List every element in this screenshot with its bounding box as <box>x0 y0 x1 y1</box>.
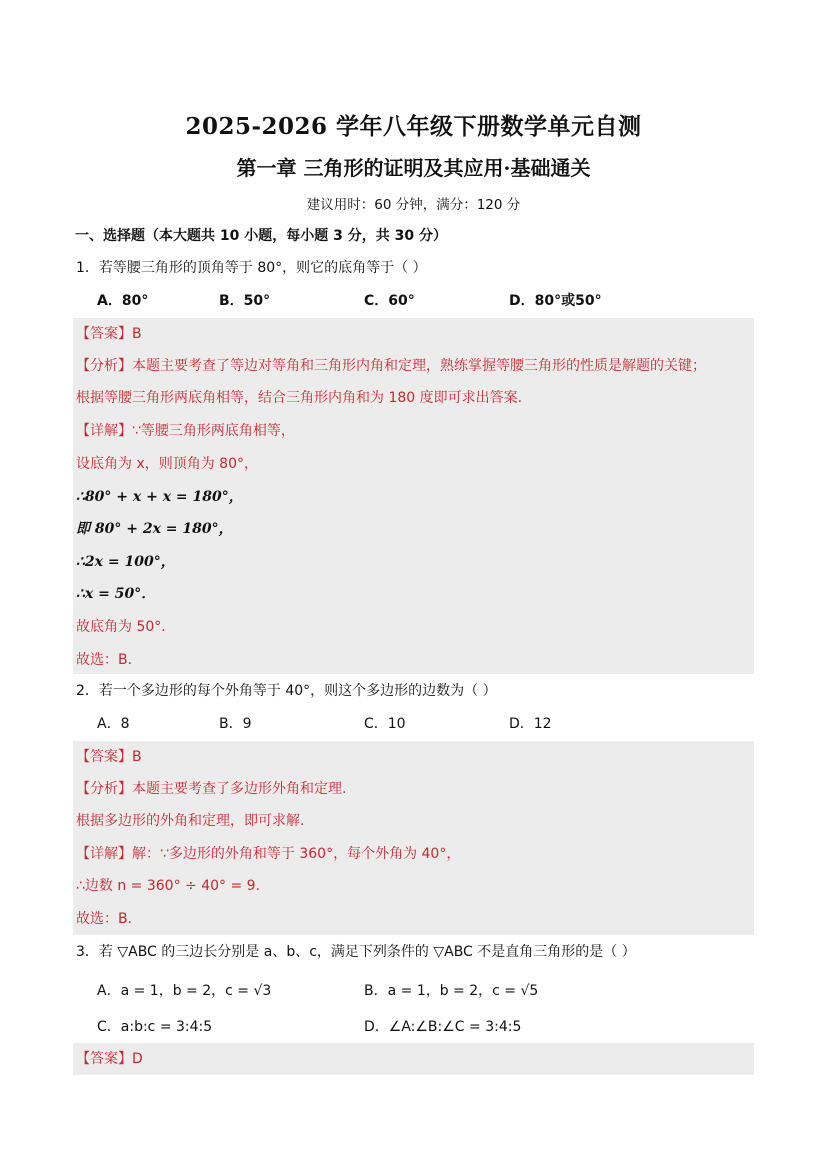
time-score-info: 建议用时：60 分钟，满分：120 分 <box>306 197 521 213</box>
q2-detail-line-3: 故选：B． <box>76 911 142 927</box>
q1-answer: 【答案】B <box>76 326 142 342</box>
q3-option-d: D．∠A:∠B:∠C = 3:4:5 <box>364 1019 522 1035</box>
q2-option-b: B．9 <box>219 716 252 732</box>
q1-option-a: A．80° <box>97 293 149 309</box>
q2-option-c: C．10 <box>364 716 406 732</box>
q2-option-d: D．12 <box>509 716 552 732</box>
q3-solution-box <box>73 1043 754 1075</box>
q1-detail-line-1: 【详解】∵等腰三角形两底角相等， <box>76 423 295 439</box>
q3-option-c: C．a:b:c = 3:4:5 <box>97 1019 213 1035</box>
q1-analysis-line-1: 【分析】本题主要考查了等边对等角和三角形内角和定理，熟练掌握等腰三角形的性质是解题的关键； <box>76 358 706 374</box>
document-title: 2025-2026 学年八年级下册数学单元自测 <box>185 113 642 140</box>
q3-option-a: A．a = 1，b = 2，c = √3 <box>97 983 272 999</box>
q3-answer: 【答案】D <box>76 1051 143 1067</box>
q1-detail-line-4: 即 80° + 2x = 180°， <box>76 521 233 537</box>
q1-detail-line-3: ∴80° + x + x = 180°， <box>76 489 243 505</box>
q1-detail-line-7: 故底角为 50°． <box>76 619 176 635</box>
q2-answer: 【答案】B <box>76 749 142 765</box>
q2-analysis-line-1: 【分析】本题主要考查了多边形外角和定理. <box>76 781 347 797</box>
q3-option-b: B．a = 1，b = 2，c = √5 <box>364 983 539 999</box>
q2-analysis-line-2: 根据多边形的外角和定理，即可求解. <box>76 813 305 829</box>
q1-analysis-line-2: 根据等腰三角形两底角相等，结合三角形内角和为 180 度即可求出答案. <box>76 390 523 406</box>
q1-detail-line-5: ∴2x = 100°， <box>76 554 175 570</box>
chapter-subtitle: 第一章 三角形的证明及其应用·基础通关 <box>236 156 591 180</box>
q2-option-a: A．8 <box>97 716 130 732</box>
question-2-stem: 2．若一个多边形的每个外角等于 40°，则这个多边形的边数为（ ） <box>76 683 497 699</box>
q2-solution-box <box>73 741 754 935</box>
q1-detail-line-8: 故选：B． <box>76 652 142 668</box>
question-3-stem: 3．若 ▽ABC 的三边长分别是 a、b、c，满足下列条件的 ▽ABC 不是直角三角形的是（ ） <box>76 944 636 960</box>
q1-detail-line-6: ∴x = 50°． <box>76 586 156 602</box>
q2-detail-line-2: ∴边数 n = 360° ÷ 40° = 9． <box>76 878 270 894</box>
q1-detail-line-2: 设底角为 x，则顶角为 80°， <box>76 456 258 472</box>
q2-detail-line-1: 【详解】解：∵多边形的外角和等于 360°，每个外角为 40°， <box>76 846 461 862</box>
question-1-stem: 1．若等腰三角形的顶角等于 80°，则它的底角等于（ ） <box>76 260 427 276</box>
q1-option-c: C．60° <box>364 293 415 309</box>
q1-option-d: D．80°或50° <box>509 293 602 309</box>
q1-option-b: B．50° <box>219 293 271 309</box>
section-heading: 一、选择题（本大题共 10 小题，每小题 3 分，共 30 分） <box>75 228 447 244</box>
